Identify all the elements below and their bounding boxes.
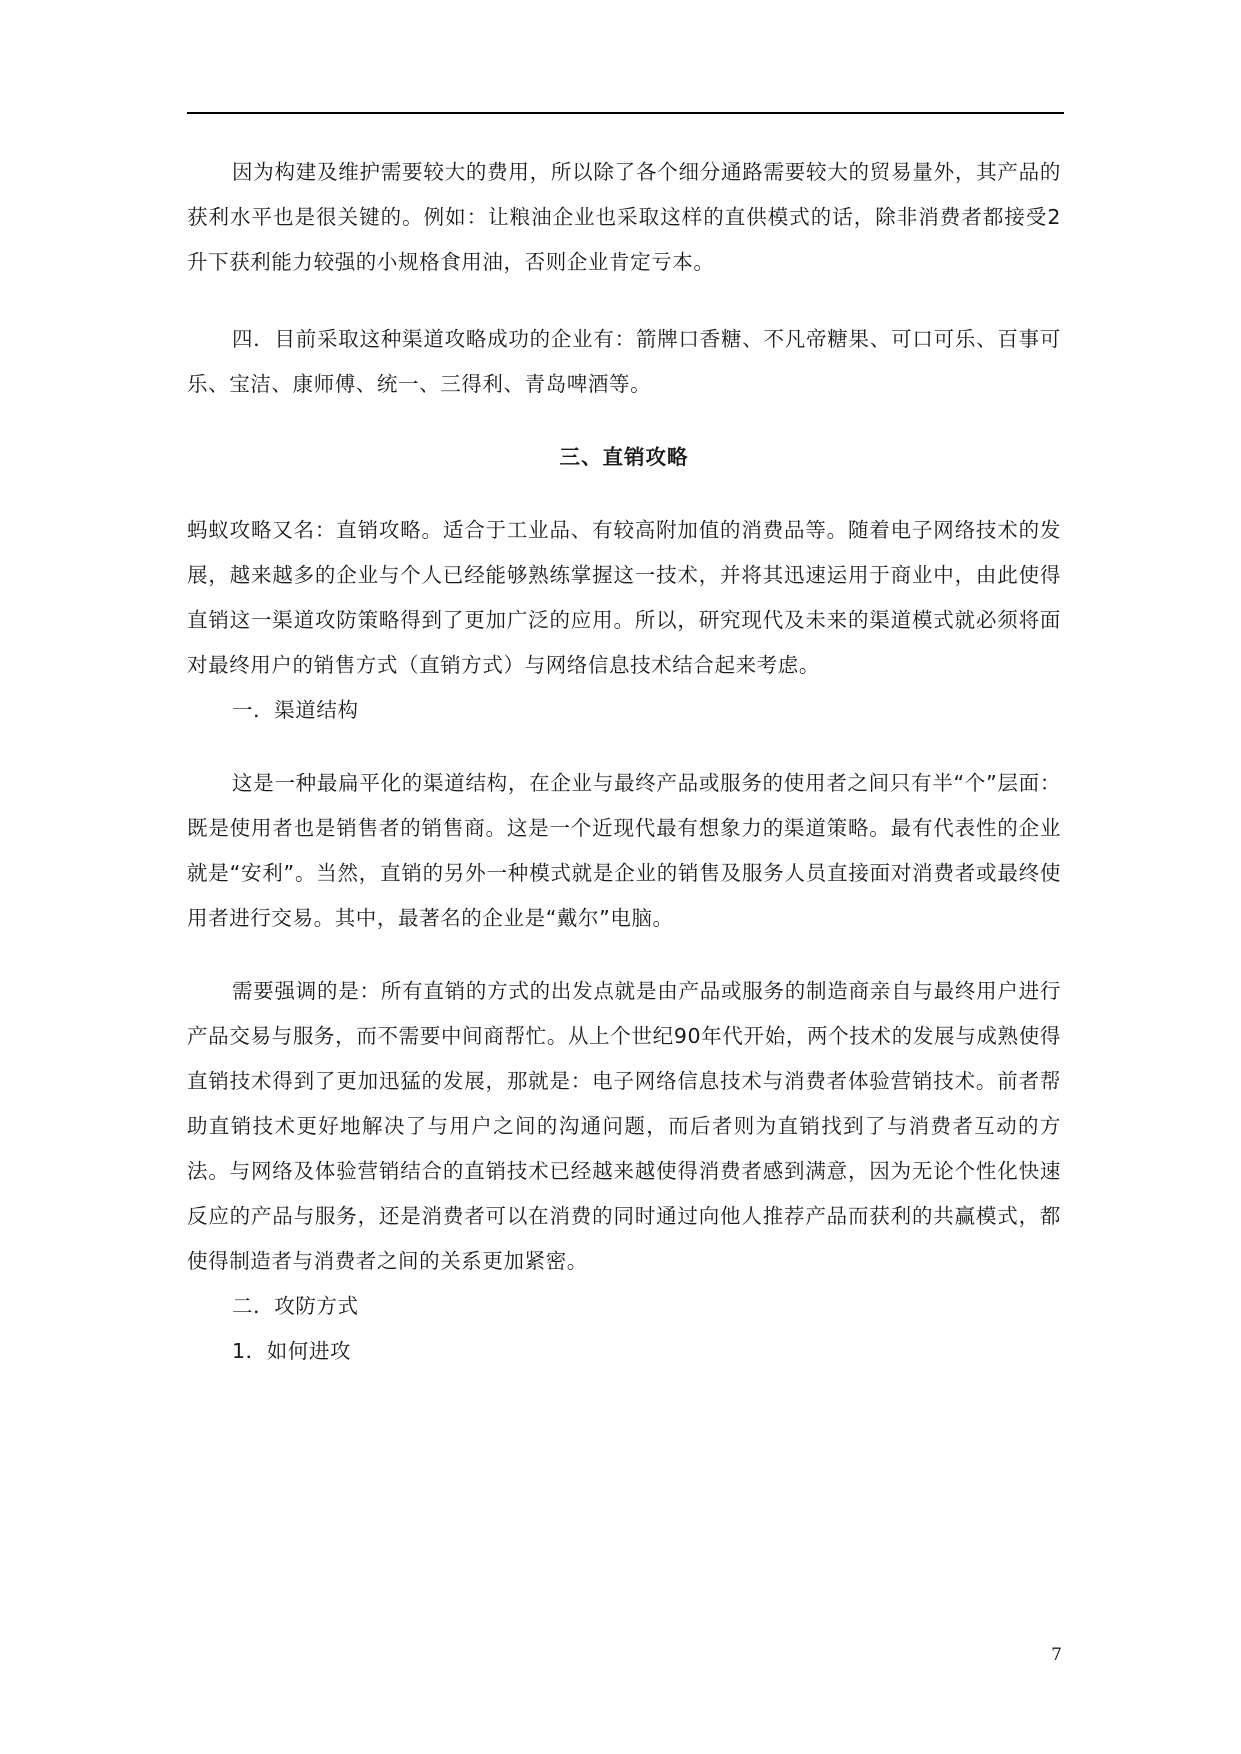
page-number: 7: [1051, 1645, 1062, 1665]
section-title-direct-sales: 三、直销攻略: [559, 445, 689, 469]
subheading-channel-structure: 一．渠道结构: [232, 698, 359, 722]
paragraph-successful-companies: 四．目前采取这种渠道攻略成功的企业有：箭牌口香糖、不凡帝糖果、可口可乐、百事可乐、宝洁、康师傅、统一、三得利、青岛啤酒等。: [187, 327, 1061, 396]
subheading-how-to-attack: 1．如何进攻: [232, 1339, 352, 1363]
paragraph-ant-strategy: 蚂蚁攻略又名：直销攻略。适合于工业品、有较高附加值的消费品等。随着电子网络技术的发展，越来越多的企业与个人已经能够熟练掌握这一技术，并将其迅速运用于商业中，由此使得直销这一渠道攻防策略得到了更加广泛的应用。所以，研究现代及未来的渠道模式就必须将面对最终用户的销售方式（直销方式）与网络信息技术结合起来考虑。: [187, 518, 1061, 677]
paragraph-flat-structure: 这是一种最扁平化的渠道结构，在企业与最终产品或服务的使用者之间只有半“个”层面：既是使用者也是销售者的销售商。这是一个近现代最有想象力的渠道策略。最有代表性的企业就是“安利”。当然，直销的另外一种模式就是企业的销售及服务人员直接面对消费者或最终使用者进行交易。其中，最著名的企业是“戴尔”电脑。: [187, 771, 1061, 930]
paragraph-cost: 因为构建及维护需要较大的费用，所以除了各个细分通路需要较大的贸易量外，其产品的获利水平也是很关键的。例如：让粮油企业也采取这样的直供模式的话，除非消费者都接受2升下获利能力较强的小规格食用油，否则企业肯定亏本。: [187, 160, 1061, 274]
subheading-attack-defense: 二．攻防方式: [232, 1294, 359, 1318]
paragraph-emphasis: 需要强调的是：所有直销的方式的出发点就是由产品或服务的制造商亲自与最终用户进行产品交易与服务，而不需要中间商帮忙。从上个世纪90年代开始，两个技术的发展与成熟使得直销技术得到了更加迅猛的发展，那就是：电子网络信息技术与消费者体验营销技术。前者帮助直销技术更好地解决了与用户之间的沟通问题，而后者则为直销找到了与消费者互动的方法。与网络及体验营销结合的直销技术已经越来越使得消费者感到满意，因为无论个性化快速反应的产品与服务，还是消费者可以在消费的同时通过向他人推荐产品而获利的共赢模式，都使得制造者与消费者之间的关系更加紧密。: [187, 979, 1061, 1273]
header-rule: [187, 112, 1064, 114]
page-body: [187, 150, 1061, 1374]
